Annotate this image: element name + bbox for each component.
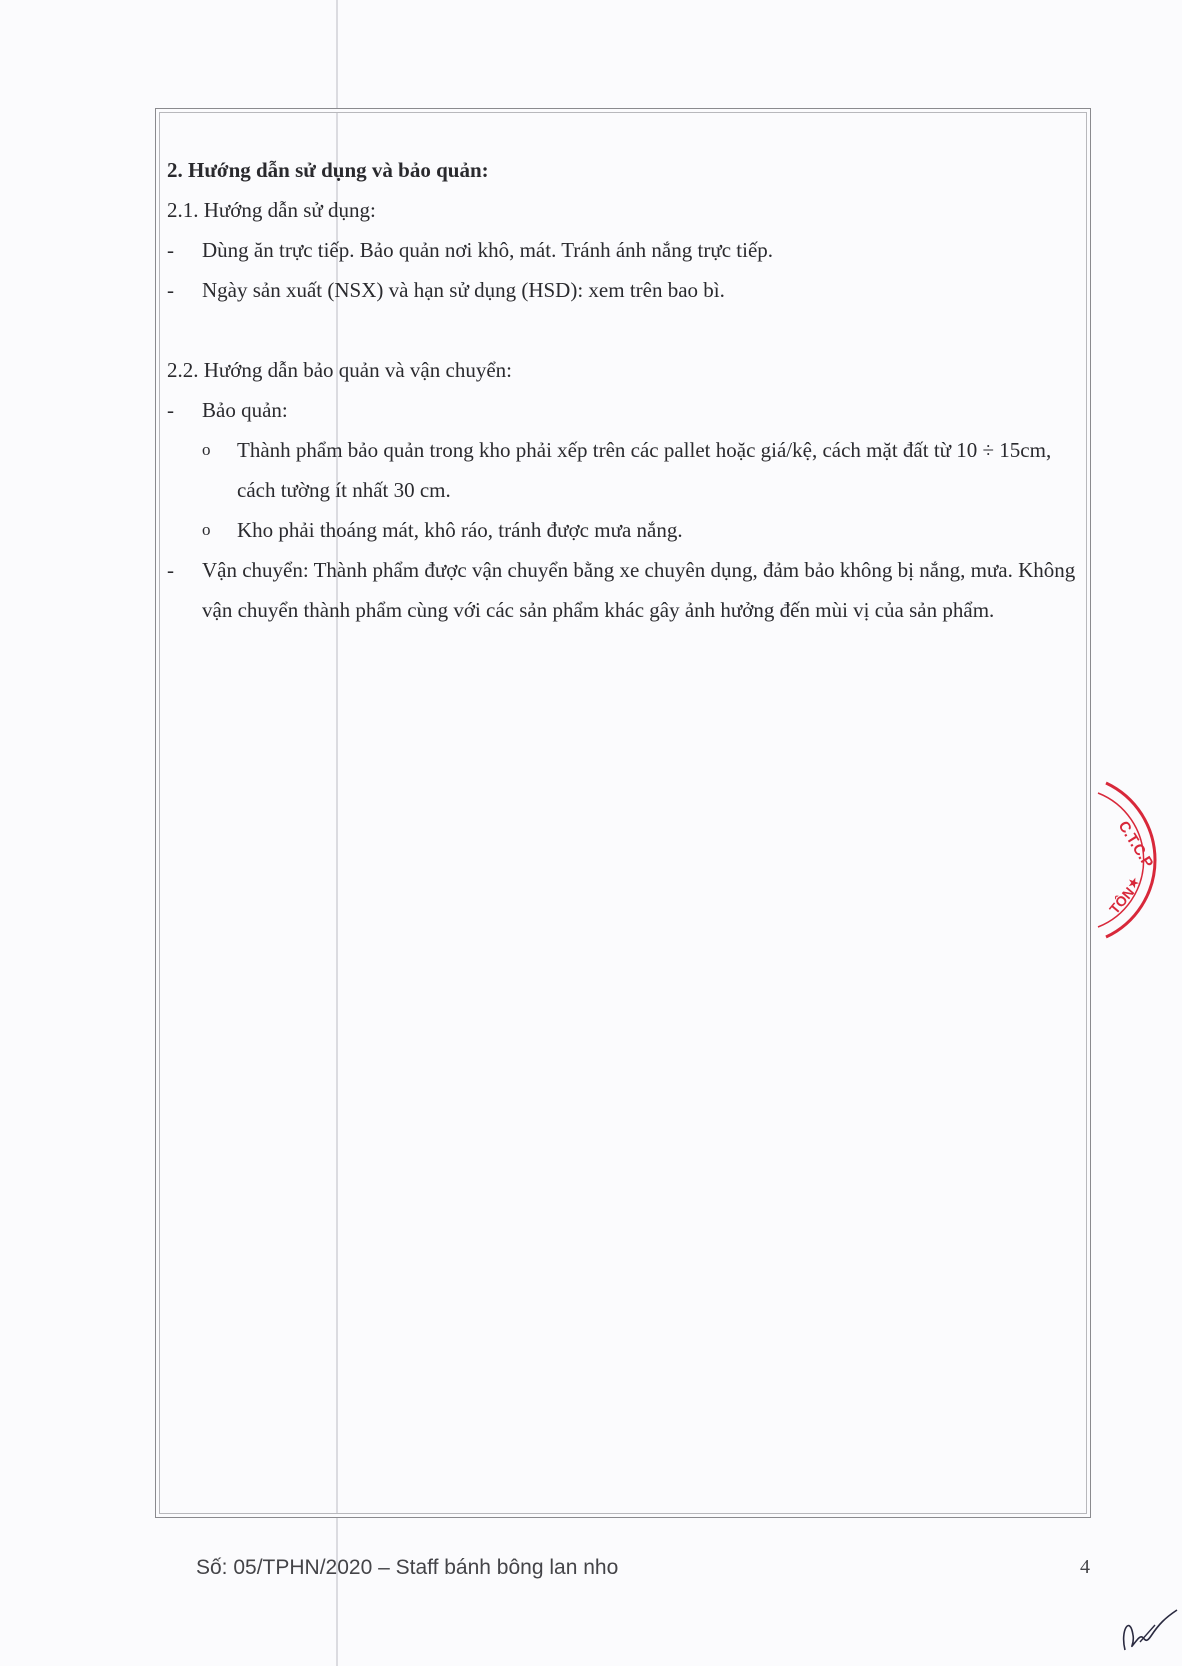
- transport-item: [167, 550, 1087, 630]
- usage-item-text: Ngày sản xuất (NSX) và hạn sử dụng (HSD): xem trên bao bì.: [202, 278, 725, 302]
- circle-bullet-icon: o: [202, 440, 211, 459]
- svg-text:★: ★: [1124, 872, 1143, 893]
- storage-sub-item-text: Kho phải thoáng mát, khô ráo, tránh được mưa nắng.: [237, 518, 683, 542]
- transport-text: Vận chuyển: Thành phẩm được vận chuyển bằng xe chuyên dụng, đảm bảo không bị nắng, mưa. Không vận chuyển thành phẩm cùng với các sản phẩm khác gây ảnh hưởng đến mùi vị của sản phẩm.: [202, 558, 1076, 622]
- dash-bullet: -: [167, 558, 174, 582]
- section-heading: 2. Hướng dẫn sử dụng và bảo quản:: [167, 158, 489, 182]
- storage-item: [167, 390, 1087, 430]
- circle-bullet-icon: o: [202, 520, 211, 539]
- svg-text:C.T.C.P: C.T.C.P: [1114, 818, 1157, 871]
- storage-sub-item: [167, 430, 1087, 510]
- dash-bullet: -: [167, 238, 174, 262]
- dash-bullet: -: [167, 398, 174, 422]
- storage-sub-item-text: Thành phẩm bảo quản trong kho phải xếp trên các pallet hoặc giá/kệ, cách mặt đất từ 10 ÷ 15cm, cách tường ít nhất 30 cm.: [237, 438, 1052, 502]
- handwritten-signature-icon: [1115, 1590, 1182, 1660]
- spacer: [167, 310, 1087, 350]
- page-number: 4: [1080, 1556, 1090, 1578]
- company-stamp-icon: [1096, 775, 1182, 945]
- usage-item: [167, 270, 1087, 310]
- storage-sub-item: [167, 510, 1087, 550]
- dash-bullet: -: [167, 278, 174, 302]
- usage-item: [167, 230, 1087, 270]
- document-body: [167, 150, 1087, 630]
- svg-text:TÔN: TÔN: [1106, 883, 1138, 917]
- storage-subheading: 2.2. Hướng dẫn bảo quản và vận chuyển:: [167, 358, 512, 382]
- footer-doc-number: Số: 05/TPHN/2020 – Staff bánh bông lan nho: [196, 1556, 619, 1579]
- usage-subheading: 2.1. Hướng dẫn sử dụng:: [167, 198, 376, 222]
- usage-item-text: Dùng ăn trực tiếp. Bảo quản nơi khô, mát. Tránh ánh nắng trực tiếp.: [202, 238, 774, 262]
- storage-label: Bảo quản:: [202, 398, 288, 422]
